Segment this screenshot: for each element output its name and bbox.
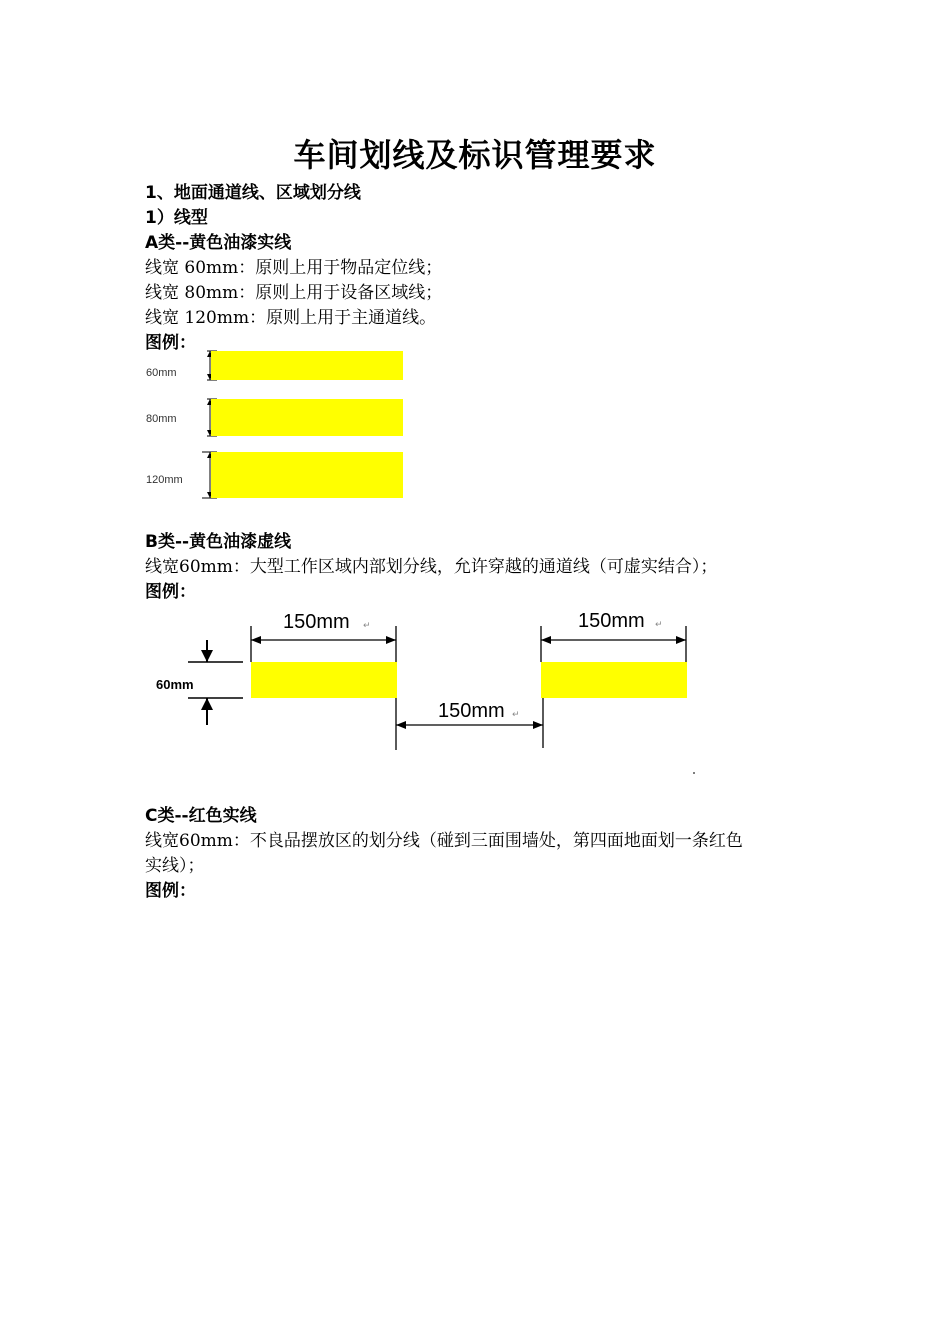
yellow-solid-line-80 (211, 399, 403, 436)
gap-length-label: 150mm (438, 700, 505, 722)
section-heading: 1、地面通道线、区域划分线 (145, 183, 361, 203)
class-c-heading: C类--红色实线 (145, 806, 257, 826)
return-mark-icon: ↵ (363, 620, 371, 630)
class-b-legend-label: 图例： (145, 582, 196, 602)
line-120mm-sample (146, 452, 403, 498)
class-a-line-3: 线宽 120mm：原则上用于主通道线。 (145, 308, 437, 328)
subsection-heading: 1）线型 (145, 208, 208, 228)
class-a-line-1: 线宽 60mm：原则上用于物品定位线； (145, 258, 443, 278)
yellow-solid-line-60 (211, 351, 403, 380)
dash-length-label-2: 150mm (578, 610, 645, 632)
return-mark-icon: ↵ (655, 619, 663, 629)
class-c-line-2: 实线）； (145, 856, 205, 876)
class-b-line: 线宽60mm：大型工作区域内部划分线，允许穿越的通道线（可虚实结合）； (145, 557, 718, 577)
class-c-legend-label: 图例： (145, 881, 196, 901)
dash-width-label: 60mm (156, 677, 194, 692)
class-a-heading: A类--黄色油漆实线 (145, 233, 292, 253)
page-title: 车间划线及标识管理要求 (293, 136, 657, 174)
line-60mm-sample (146, 351, 403, 380)
return-mark-icon: ↵ (512, 709, 520, 719)
line-80mm-sample (146, 399, 403, 436)
label-60mm: 60mm (146, 367, 177, 379)
dash-length-label-1: 150mm (283, 611, 350, 633)
class-a-figure (140, 345, 410, 505)
yellow-dash-2 (541, 662, 687, 698)
label-120mm: 120mm (146, 474, 183, 486)
label-80mm: 80mm (146, 413, 177, 425)
class-b-figure (140, 600, 700, 780)
class-b-heading: B类--黄色油漆虚线 (145, 532, 292, 552)
yellow-dash-1 (251, 662, 397, 698)
yellow-solid-line-120 (211, 452, 403, 498)
class-a-line-2: 线宽 80mm：原则上用于设备区域线； (145, 283, 443, 303)
class-a-legend-label: 图例： (145, 333, 196, 353)
class-c-line-1: 线宽60mm：不良品摆放区的划分线（碰到三面围墙处，第四面地面划一条红色 (145, 831, 743, 851)
